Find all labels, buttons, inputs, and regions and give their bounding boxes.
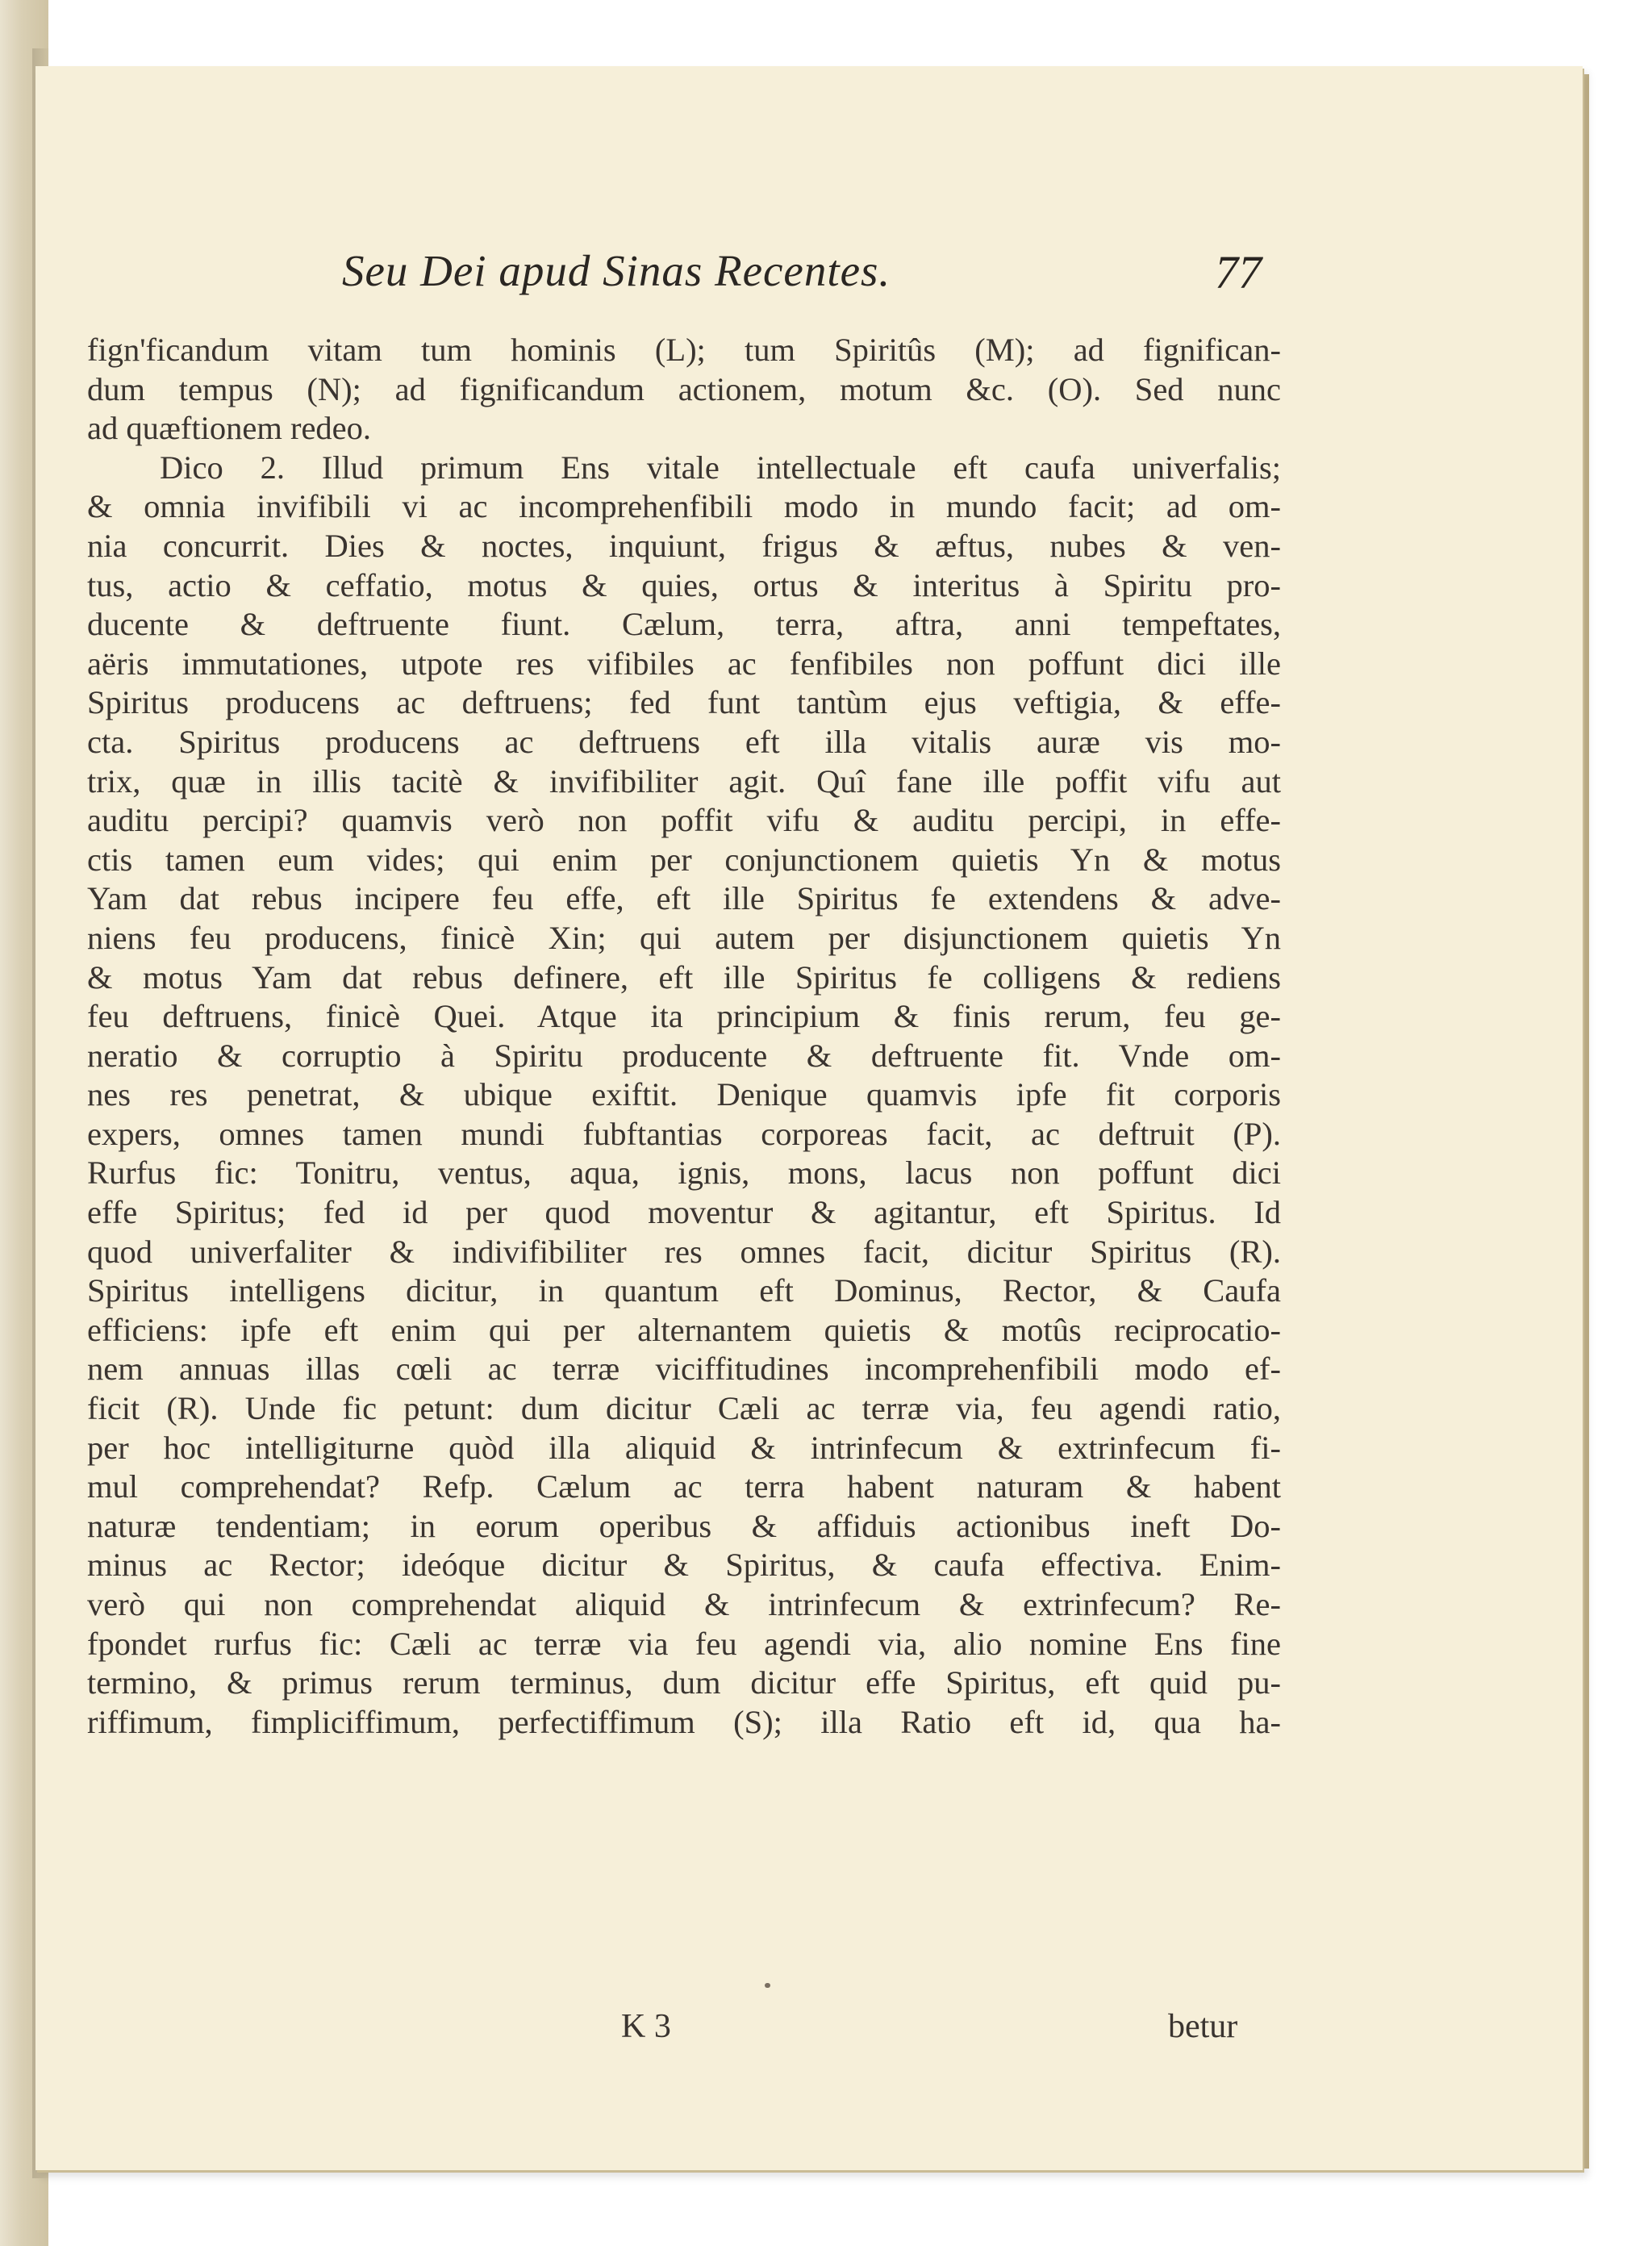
running-header	[342, 245, 1286, 310]
text-line: Yam dat rebus incipere feu effe, eft ille Spiritus fe extendens & adve-	[87, 880, 1281, 917]
text-line: effe Spiritus; fed id per quod moventur & agitantur, eft Spiritus. Id	[87, 1194, 1281, 1231]
text-line: termino, & primus rerum terminus, dum dicitur effe Spiritus, eft quid pu-	[87, 1664, 1281, 1701]
text-line: nia concurrit. Dies & noctes, inquiunt, frigus & æftus, nubes & ven-	[87, 527, 1281, 564]
text-line: cta. Spiritus producens ac deftruens eft illa vitalis auræ vis mo-	[87, 723, 1281, 760]
text-line: & motus Yam dat rebus definere, eft ille Spiritus fe colligens & rediens	[87, 958, 1281, 996]
text-line: quod univerfaliter & indivifibiliter res omnes facit, dicitur Spiritus (R).	[87, 1233, 1281, 1270]
text-line: nem annuas illas cœli ac terræ viciffitudines incomprehenfibili modo ef-	[87, 1351, 1281, 1388]
text-line: niens feu producens, finicè Xin; qui autem per disjunctionem quietis Yn	[87, 919, 1281, 956]
text-line: efficiens: ipfe eft enim qui per alternantem quietis & motûs reciprocatio-	[87, 1311, 1281, 1348]
text-line: fpondet rurfus fic: Cæli ac terræ via feu agendi via, alio nomine Ens fine	[87, 1625, 1281, 1662]
text-line: naturæ tendentiam; in eorum operibus & affiduis actionibus ineft Do-	[87, 1507, 1281, 1544]
text-line: expers, omnes tamen mundi fubftantias corporeas facit, ac deftruit (P).	[87, 1115, 1281, 1152]
text-line: ad quæftionem redeo.	[87, 410, 372, 447]
text-line: Spiritus producens ac deftruens; fed funt tantùm ejus veftigia, & effe-	[87, 684, 1281, 721]
signature-mark: K 3	[621, 2008, 671, 2045]
text-line: tus, actio & ceffatio, motus & quies, ortus & interitus à Spiritu pro-	[87, 566, 1281, 603]
text-line: per hoc intelligiturne quòd illa aliquid & intrinfecum & extrinfecum fi-	[87, 1429, 1281, 1466]
text-line: aëris immutationes, utpote res vifibiles ac fenfibiles non poffunt dici ille	[87, 645, 1281, 682]
text-line: nes res penetrat, & ubique exiftit. Denique quamvis ipfe fit corporis	[87, 1076, 1281, 1113]
text-line: feu deftruens, finicè Quei. Atque ita principium & finis rerum, feu ge-	[87, 998, 1281, 1035]
text-line: neratio & corruptio à Spiritu producente & deftruente fit. Vnde om-	[87, 1037, 1281, 1074]
text-line: ducente & deftruente fiunt. Cælum, terra, aftra, anni tempeftates,	[87, 606, 1281, 643]
text-line: ctis tamen eum vides; qui enim per conjunctionem quietis Yn & motus	[87, 841, 1281, 878]
text-line: trix, quæ in illis tacitè & invifibiliter agit. Quî fane ille poffit vifu aut	[87, 762, 1281, 799]
text-line: Dico 2. Illud primum Ens vitale intellectuale eft caufa univerfalis;	[160, 449, 1281, 486]
page-number: 77	[1215, 246, 1262, 298]
text-line: & omnia invifibili vi ac incomprehenfibili modo in mundo facit; ad om-	[87, 488, 1281, 525]
text-line: auditu percipi? quamvis verò non poffit vifu & auditu percipi, in effe-	[87, 802, 1281, 839]
body-text	[87, 331, 1281, 1742]
ink-speck	[765, 1983, 770, 1988]
book-page	[35, 66, 1583, 2170]
text-line: Rurfus fic: Tonitru, ventus, aqua, ignis, mons, lacus non poffunt dici	[87, 1154, 1281, 1192]
text-line: ficit (R). Unde fic petunt: dum dicitur Cæli ac terræ via, feu agendi ratio,	[87, 1390, 1281, 1427]
catchword: betur	[1168, 2008, 1238, 2045]
text-line: fign'ficandum vitam tum hominis (L); tum Spiritûs (M); ad fignifican-	[87, 332, 1281, 368]
text-line: Spiritus intelligens dicitur, in quantum eft Dominus, Rector, & Caufa	[87, 1272, 1281, 1309]
text-line: riffimum, fimpliciffimum, perfectiffimum (S); illa Ratio eft id, qua ha-	[87, 1703, 1281, 1740]
text-line: minus ac Rector; ideóque dicitur & Spiritus, & caufa effectiva. Enim-	[87, 1547, 1281, 1584]
running-title: Seu Dei apud Sinas Recentes.	[342, 246, 891, 295]
text-line: mul comprehendat? Refp. Cælum ac terra habent naturam & habent	[87, 1468, 1281, 1505]
text-line: dum tempus (N); ad fignificandum actionem, motum &c. (O). Sed nunc	[87, 370, 1281, 407]
text-line: verò qui non comprehendat aliquid & intrinfecum & extrinfecum? Re-	[87, 1586, 1281, 1622]
